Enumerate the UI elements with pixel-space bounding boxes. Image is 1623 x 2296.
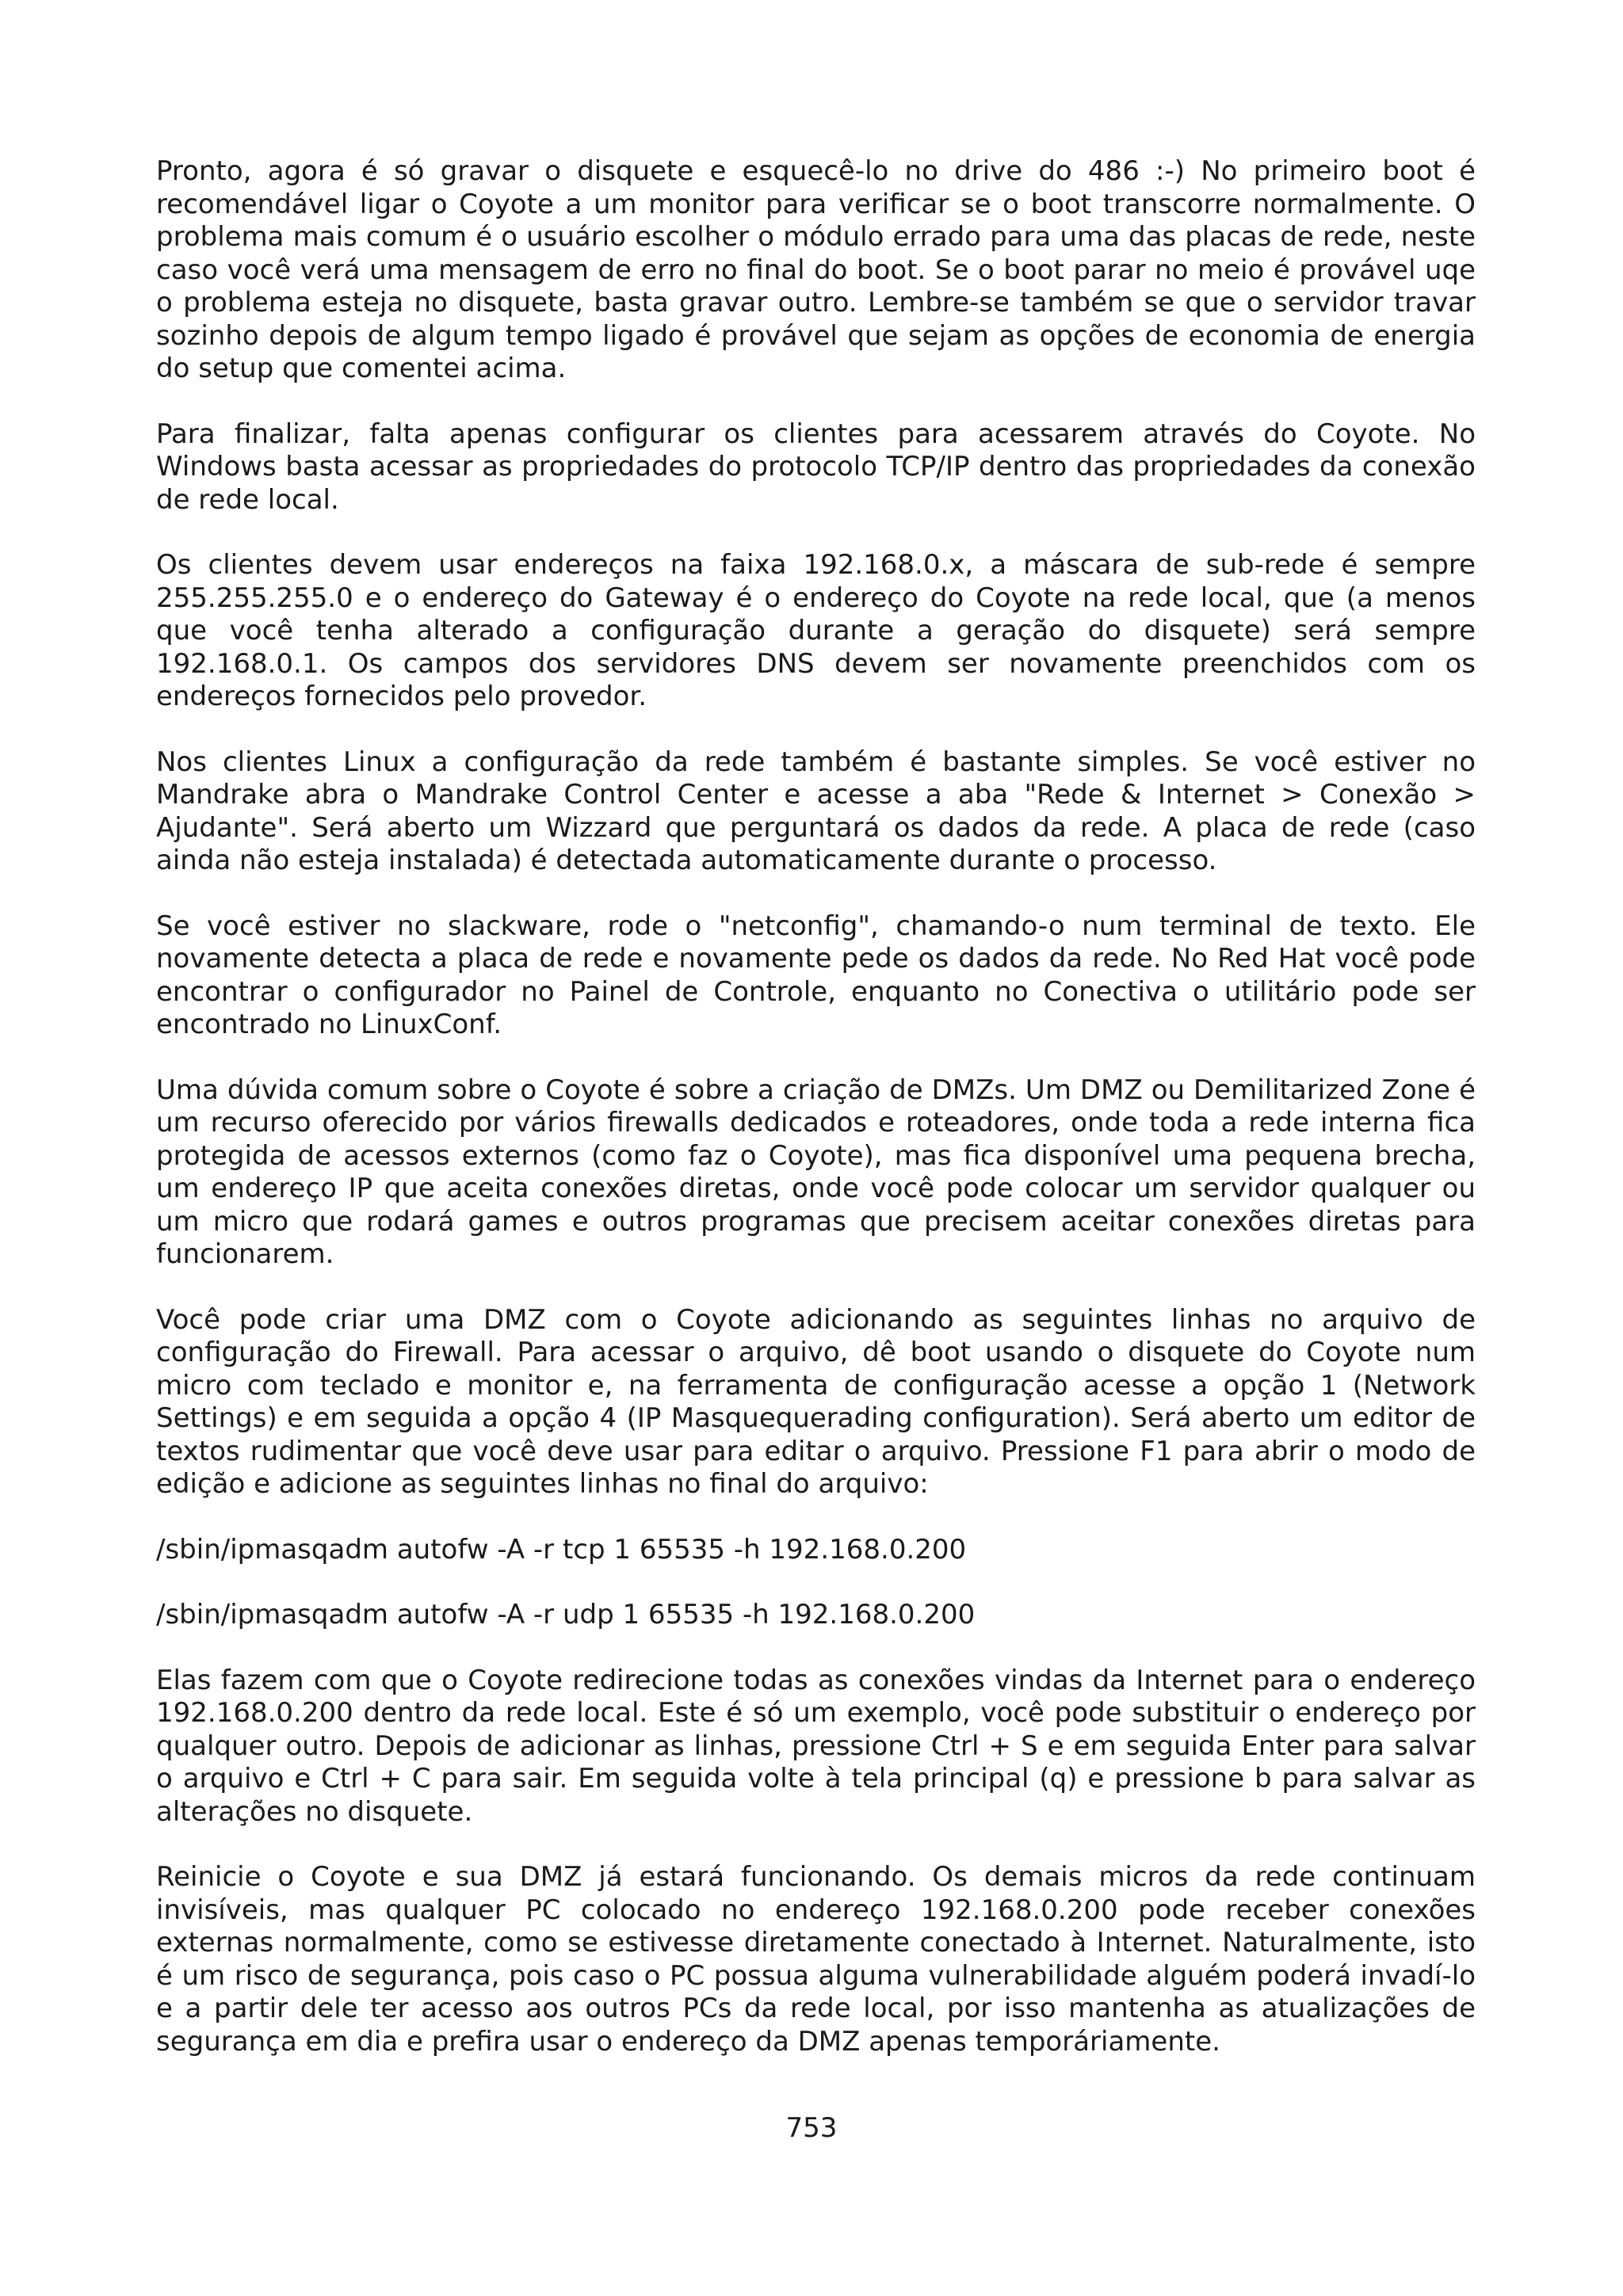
paragraph-dmz-intro: Uma dúvida comum sobre o Coyote é sobre a criação de DMZs. Um DMZ ou Demilitarized Zone é um recurso oferecido por vários firewalls dedicados e roteadores, onde toda a rede interna fica protegida de acessos externos (como faz o Coyote), mas fica disponível uma pequena brecha, um endereço IP que aceita conexões diretas, onde você pode colocar um servidor qualquer ou um micro que rodará games e outros programas que precisem aceitar conexões diretas para funcionarem. xyxy=(156,1074,1476,1270)
command-line-tcp: /sbin/ipmasqadm autofw -A -r tcp 1 65535 -h 192.168.0.200 xyxy=(156,1533,967,1566)
paragraph-client-setup: Para finalizar, falta apenas configurar os clientes para acessarem através do Coyote. No Windows basta acessar as propriedades do protocolo TCP/IP dentro das propriedades da conexão de rede local. xyxy=(156,418,1476,516)
paragraph-dmz-warning: Reinicie o Coyote e sua DMZ já estará funcionando. Os demais micros da rede continuam invisíveis, mas qualquer PC colocado no endereço 192.168.0.200 pode receber conexões externas normalmente, como se estivesse diretamente conectado à Internet. Naturalmente, isto é um risco de segurança, pois caso o PC possua alguma vulnerabilidade alguém poderá invadí-lo e a partir dele ter acesso aos outros PCs da rede local, por isso mantenha as atualizações de segurança em dia e prefira usar o endereço da DMZ apenas temporáriamente. xyxy=(156,1861,1476,2058)
paragraph-slackware: Se você estiver no slackware, rode o "netconfig", chamando-o num terminal de texto. Ele novamente detecta a placa de rede e novamente pede os dados da rede. No Red Hat você pode encontrar o configurador no Painel de Controle, enquanto no Conectiva o utilitário pode ser encontrado no LinuxConf. xyxy=(156,910,1476,1040)
paragraph-linux-clients: Nos clientes Linux a configuração da rede também é bastante simples. Se você estiver no Mandrake abra o Mandrake Control Center e acesse a aba "Rede & Internet > Conexão > Ajudante". Será aberto um Wizzard que perguntará os dados da rede. A placa de rede (caso ainda não esteja instalada) é detectada automaticamente durante o processo. xyxy=(156,746,1476,876)
paragraph-dmz-explanation: Elas fazem com que o Coyote redirecione todas as conexões vindas da Internet para o endereço 192.168.0.200 dentro da rede local. Este é só um exemplo, você pode substituir o endereço por qualquer outro. Depois de adicionar as linhas, pressione Ctrl + S e em seguida Enter para salvar o arquivo e Ctrl + C para sair. Em seguida volte à tela principal (q) e pressione b para salvar as alterações no disquete. xyxy=(156,1664,1476,1828)
command-line-udp: /sbin/ipmasqadm autofw -A -r udp 1 65535 -h 192.168.0.200 xyxy=(156,1599,976,1630)
page-number: 753 xyxy=(785,2112,838,2144)
paragraph-dmz-setup: Você pode criar uma DMZ com o Coyote adicionando as seguintes linhas no arquivo de configuração do Firewall. Para acessar o arquivo, dê boot usando o disquete do Coyote num micro com teclado e monitor e, na ferramenta de configuração acesse a opção 1 (Network Settings) e em seguida a opção 4 (IP Masquequerading configuration). Será aberto um editor de textos rudimentar que você deve usar para editar o arquivo. Pressione F1 para abrir o modo de edição e adicione as seguintes linhas no final do arquivo: xyxy=(156,1303,1476,1500)
paragraph-client-addresses: Os clientes devem usar endereços na faixa 192.168.0.x, a máscara de sub-rede é sempre 255.255.255.0 e o endereço do Gateway é o endereço do Coyote na rede local, que (a menos que você tenha alterado a configuração durante a geração do disquete) será sempre 192.168.0.1. Os campos dos servidores DNS devem ser novamente preenchidos com os endereços fornecidos pelo provedor. xyxy=(156,549,1476,712)
paragraph-boot-check: Pronto, agora é só gravar o disquete e esquecê-lo no drive do 486 :-) No primeiro boot é recomendável ligar o Coyote a um monitor para verificar se o boot transcorre normalmente. O problema mais comum é o usuário escolher o módulo errado para uma das placas de rede, neste caso você verá uma mensagem de erro no final do boot. Se o boot parar no meio é provável uqe o problema esteja no disquete, basta gravar outro. Lembre-se também se que o servidor travar sozinho depois de algum tempo ligado é provável que sejam as opções de economia de energia do setup que comentei acima. xyxy=(156,155,1476,384)
document-body xyxy=(156,155,1476,2091)
